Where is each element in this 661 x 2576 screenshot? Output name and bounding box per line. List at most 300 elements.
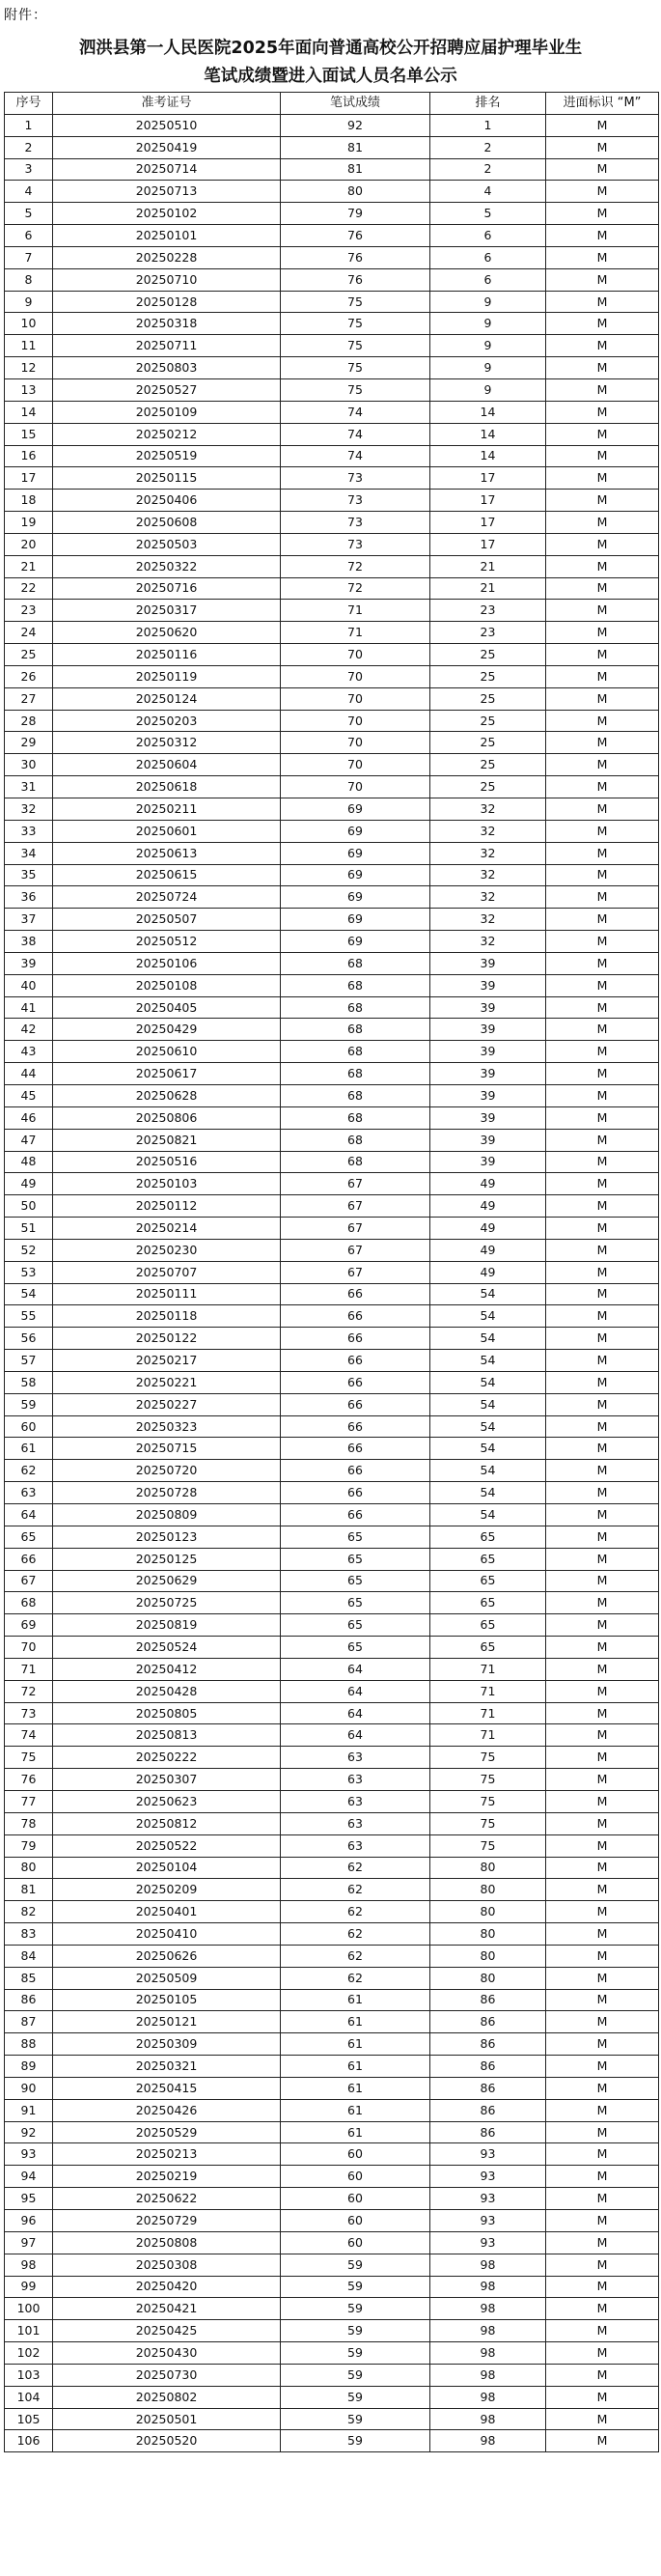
- cell-written-score: 81: [281, 158, 430, 181]
- cell-interview-flag: M: [546, 1261, 659, 1283]
- table-body: [5, 114, 659, 2451]
- cell-written-score: 59: [281, 2320, 430, 2342]
- cell-interview-flag: M: [546, 291, 659, 313]
- cell-interview-flag: M: [546, 1482, 659, 1504]
- table-row: [5, 1041, 659, 1063]
- cell-written-score: 76: [281, 225, 430, 247]
- cell-exam-number: 20250628: [53, 1084, 281, 1106]
- cell-interview-flag: M: [546, 1350, 659, 1372]
- cell-exam-number: 20250421: [53, 2298, 281, 2320]
- cell-index: 40: [5, 974, 53, 996]
- cell-exam-number: 20250802: [53, 2386, 281, 2408]
- cell-written-score: 61: [281, 2011, 430, 2033]
- cell-rank: 98: [430, 2254, 546, 2276]
- cell-interview-flag: M: [546, 203, 659, 225]
- table-row: [5, 754, 659, 776]
- cell-interview-flag: M: [546, 1305, 659, 1328]
- cell-written-score: 69: [281, 820, 430, 842]
- cell-interview-flag: M: [546, 2121, 659, 2143]
- cell-written-score: 60: [281, 2231, 430, 2254]
- table-row: [5, 1063, 659, 1085]
- cell-written-score: 59: [281, 2276, 430, 2298]
- cell-index: 62: [5, 1460, 53, 1482]
- cell-index: 76: [5, 1769, 53, 1791]
- cell-exam-number: 20250803: [53, 357, 281, 379]
- cell-rank: 80: [430, 1945, 546, 1967]
- cell-written-score: 69: [281, 864, 430, 886]
- cell-written-score: 68: [281, 1063, 430, 1085]
- cell-written-score: 62: [281, 1945, 430, 1967]
- cell-written-score: 71: [281, 600, 430, 622]
- cell-exam-number: 20250516: [53, 1151, 281, 1173]
- cell-exam-number: 20250809: [53, 1504, 281, 1526]
- table-row: [5, 1106, 659, 1129]
- cell-index: 94: [5, 2166, 53, 2188]
- cell-rank: 25: [430, 644, 546, 666]
- cell-exam-number: 20250623: [53, 1790, 281, 1812]
- cell-exam-number: 20250730: [53, 2364, 281, 2386]
- cell-exam-number: 20250406: [53, 490, 281, 512]
- cell-index: 53: [5, 1261, 53, 1283]
- cell-interview-flag: M: [546, 1415, 659, 1438]
- table-row: [5, 665, 659, 687]
- table-row: [5, 2011, 659, 2033]
- cell-written-score: 64: [281, 1724, 430, 1747]
- cell-index: 16: [5, 445, 53, 467]
- cell-interview-flag: M: [546, 1967, 659, 1989]
- header-exam-number: 准考证号: [53, 93, 281, 115]
- cell-written-score: 68: [281, 996, 430, 1019]
- cell-rank: 1: [430, 114, 546, 136]
- cell-index: 71: [5, 1658, 53, 1680]
- cell-written-score: 66: [281, 1283, 430, 1305]
- table-row: [5, 1790, 659, 1812]
- cell-rank: 49: [430, 1261, 546, 1283]
- cell-rank: 9: [430, 313, 546, 335]
- cell-index: 44: [5, 1063, 53, 1085]
- cell-rank: 80: [430, 1857, 546, 1879]
- cell-interview-flag: M: [546, 490, 659, 512]
- cell-interview-flag: M: [546, 931, 659, 953]
- cell-rank: 39: [430, 1129, 546, 1151]
- cell-exam-number: 20250410: [53, 1923, 281, 1946]
- cell-exam-number: 20250428: [53, 1680, 281, 1702]
- cell-index: 9: [5, 291, 53, 313]
- cell-exam-number: 20250318: [53, 313, 281, 335]
- cell-interview-flag: M: [546, 467, 659, 490]
- cell-written-score: 59: [281, 2342, 430, 2365]
- cell-written-score: 68: [281, 974, 430, 996]
- cell-written-score: 70: [281, 754, 430, 776]
- table-row: [5, 864, 659, 886]
- cell-written-score: 65: [281, 1526, 430, 1548]
- table-row: [5, 467, 659, 490]
- cell-interview-flag: M: [546, 1019, 659, 1041]
- table-row: [5, 401, 659, 423]
- cell-rank: 54: [430, 1415, 546, 1438]
- title-line-2: 笔试成绩暨进入面试人员名单公示: [204, 67, 457, 86]
- cell-written-score: 68: [281, 1129, 430, 1151]
- cell-rank: 65: [430, 1592, 546, 1614]
- cell-exam-number: 20250715: [53, 1438, 281, 1460]
- cell-index: 90: [5, 2077, 53, 2099]
- cell-exam-number: 20250716: [53, 577, 281, 600]
- table-row: [5, 776, 659, 798]
- cell-written-score: 65: [281, 1614, 430, 1637]
- cell-interview-flag: M: [546, 1393, 659, 1415]
- cell-interview-flag: M: [546, 2430, 659, 2452]
- cell-interview-flag: M: [546, 1151, 659, 1173]
- cell-interview-flag: M: [546, 158, 659, 181]
- table-row: [5, 2033, 659, 2056]
- cell-index: 42: [5, 1019, 53, 1041]
- cell-index: 36: [5, 886, 53, 909]
- cell-exam-number: 20250219: [53, 2166, 281, 2188]
- cell-exam-number: 20250213: [53, 2143, 281, 2166]
- cell-interview-flag: M: [546, 864, 659, 886]
- cell-exam-number: 20250312: [53, 732, 281, 754]
- cell-exam-number: 20250430: [53, 2342, 281, 2365]
- table-row: [5, 1460, 659, 1482]
- cell-interview-flag: M: [546, 181, 659, 203]
- cell-written-score: 76: [281, 268, 430, 291]
- cell-interview-flag: M: [546, 1989, 659, 2011]
- cell-interview-flag: M: [546, 1239, 659, 1261]
- table-row: [5, 268, 659, 291]
- cell-exam-number: 20250510: [53, 114, 281, 136]
- cell-index: 66: [5, 1548, 53, 1570]
- cell-index: 96: [5, 2210, 53, 2232]
- cell-interview-flag: M: [546, 2320, 659, 2342]
- cell-interview-flag: M: [546, 2099, 659, 2121]
- table-row: [5, 1570, 659, 1592]
- table-row: [5, 1989, 659, 2011]
- cell-index: 83: [5, 1923, 53, 1946]
- cell-rank: 25: [430, 687, 546, 710]
- cell-index: 29: [5, 732, 53, 754]
- cell-rank: 75: [430, 1769, 546, 1791]
- table-row: [5, 1614, 659, 1637]
- cell-written-score: 61: [281, 2099, 430, 2121]
- cell-index: 30: [5, 754, 53, 776]
- cell-interview-flag: M: [546, 2188, 659, 2210]
- cell-rank: 65: [430, 1570, 546, 1592]
- cell-interview-flag: M: [546, 1460, 659, 1482]
- cell-index: 52: [5, 1239, 53, 1261]
- cell-rank: 98: [430, 2298, 546, 2320]
- cell-interview-flag: M: [546, 1790, 659, 1812]
- table-row: [5, 931, 659, 953]
- cell-exam-number: 20250425: [53, 2320, 281, 2342]
- table-row: [5, 2143, 659, 2166]
- table-row: [5, 2166, 659, 2188]
- cell-index: 32: [5, 798, 53, 821]
- cell-written-score: 60: [281, 2188, 430, 2210]
- cell-rank: 25: [430, 665, 546, 687]
- table-row: [5, 1945, 659, 1967]
- table-row: [5, 1084, 659, 1106]
- cell-rank: 21: [430, 555, 546, 577]
- cell-exam-number: 20250805: [53, 1702, 281, 1724]
- cell-written-score: 80: [281, 181, 430, 203]
- cell-rank: 32: [430, 909, 546, 931]
- cell-rank: 86: [430, 2099, 546, 2121]
- cell-rank: 54: [430, 1305, 546, 1328]
- cell-rank: 25: [430, 732, 546, 754]
- cell-written-score: 63: [281, 1834, 430, 1857]
- cell-rank: 71: [430, 1724, 546, 1747]
- cell-written-score: 59: [281, 2298, 430, 2320]
- table-row: [5, 2364, 659, 2386]
- table-row: [5, 1328, 659, 1350]
- cell-index: 61: [5, 1438, 53, 1460]
- cell-interview-flag: M: [546, 2276, 659, 2298]
- cell-exam-number: 20250522: [53, 1834, 281, 1857]
- cell-exam-number: 20250309: [53, 2033, 281, 2056]
- cell-written-score: 62: [281, 1923, 430, 1946]
- cell-index: 12: [5, 357, 53, 379]
- cell-rank: 6: [430, 268, 546, 291]
- cell-rank: 93: [430, 2231, 546, 2254]
- cell-index: 81: [5, 1879, 53, 1901]
- cell-index: 8: [5, 268, 53, 291]
- table-row: [5, 2320, 659, 2342]
- table-row: [5, 2276, 659, 2298]
- cell-interview-flag: M: [546, 687, 659, 710]
- cell-rank: 54: [430, 1371, 546, 1393]
- cell-written-score: 60: [281, 2210, 430, 2232]
- table-row: [5, 1195, 659, 1218]
- cell-rank: 39: [430, 1019, 546, 1041]
- cell-interview-flag: M: [546, 268, 659, 291]
- cell-interview-flag: M: [546, 2231, 659, 2254]
- table-row: [5, 225, 659, 247]
- cell-index: 3: [5, 158, 53, 181]
- header-rank: 排名: [430, 93, 546, 115]
- cell-rank: 39: [430, 952, 546, 974]
- cell-interview-flag: M: [546, 996, 659, 1019]
- cell-written-score: 81: [281, 136, 430, 158]
- cell-written-score: 71: [281, 622, 430, 644]
- cell-index: 5: [5, 203, 53, 225]
- cell-exam-number: 20250426: [53, 2099, 281, 2121]
- cell-exam-number: 20250321: [53, 2056, 281, 2078]
- table-row: [5, 2099, 659, 2121]
- table-row: [5, 820, 659, 842]
- cell-exam-number: 20250317: [53, 600, 281, 622]
- cell-exam-number: 20250720: [53, 1460, 281, 1482]
- cell-rank: 65: [430, 1548, 546, 1570]
- cell-exam-number: 20250109: [53, 401, 281, 423]
- cell-written-score: 68: [281, 1019, 430, 1041]
- cell-index: 106: [5, 2430, 53, 2452]
- cell-interview-flag: M: [546, 798, 659, 821]
- cell-written-score: 62: [281, 1967, 430, 1989]
- cell-interview-flag: M: [546, 665, 659, 687]
- cell-written-score: 66: [281, 1415, 430, 1438]
- cell-written-score: 59: [281, 2430, 430, 2452]
- cell-exam-number: 20250626: [53, 1945, 281, 1967]
- cell-rank: 71: [430, 1680, 546, 1702]
- cell-exam-number: 20250808: [53, 2231, 281, 2254]
- table-row: [5, 1283, 659, 1305]
- cell-interview-flag: M: [546, 313, 659, 335]
- table-row: [5, 512, 659, 534]
- cell-written-score: 70: [281, 644, 430, 666]
- cell-index: 33: [5, 820, 53, 842]
- cell-index: 2: [5, 136, 53, 158]
- table-row: [5, 1305, 659, 1328]
- cell-written-score: 59: [281, 2408, 430, 2430]
- cell-interview-flag: M: [546, 2364, 659, 2386]
- cell-index: 103: [5, 2364, 53, 2386]
- cell-written-score: 75: [281, 313, 430, 335]
- cell-written-score: 64: [281, 1702, 430, 1724]
- table-row: [5, 1637, 659, 1659]
- table-row: [5, 1261, 659, 1283]
- cell-written-score: 66: [281, 1393, 430, 1415]
- cell-rank: 2: [430, 136, 546, 158]
- table-row: [5, 1548, 659, 1570]
- cell-interview-flag: M: [546, 2408, 659, 2430]
- cell-written-score: 66: [281, 1328, 430, 1350]
- cell-exam-number: 20250622: [53, 2188, 281, 2210]
- cell-rank: 86: [430, 2056, 546, 2078]
- table-row: [5, 687, 659, 710]
- cell-rank: 71: [430, 1658, 546, 1680]
- cell-interview-flag: M: [546, 754, 659, 776]
- cell-rank: 98: [430, 2386, 546, 2408]
- cell-interview-flag: M: [546, 732, 659, 754]
- cell-rank: 80: [430, 1901, 546, 1923]
- cell-interview-flag: M: [546, 1195, 659, 1218]
- cell-interview-flag: M: [546, 1041, 659, 1063]
- cell-exam-number: 20250116: [53, 644, 281, 666]
- cell-index: 45: [5, 1084, 53, 1106]
- cell-rank: 49: [430, 1239, 546, 1261]
- table-row: [5, 2121, 659, 2143]
- table-row: [5, 909, 659, 931]
- cell-interview-flag: M: [546, 1328, 659, 1350]
- cell-exam-number: 20250128: [53, 291, 281, 313]
- cell-exam-number: 20250420: [53, 2276, 281, 2298]
- table-row: [5, 2298, 659, 2320]
- cell-written-score: 66: [281, 1460, 430, 1482]
- table-row: [5, 644, 659, 666]
- cell-exam-number: 20250412: [53, 1658, 281, 1680]
- table-row: [5, 886, 659, 909]
- cell-rank: 9: [430, 378, 546, 401]
- cell-interview-flag: M: [546, 842, 659, 864]
- cell-rank: 32: [430, 820, 546, 842]
- page-title: [0, 35, 661, 91]
- cell-index: 28: [5, 710, 53, 732]
- table-row: [5, 2188, 659, 2210]
- cell-interview-flag: M: [546, 1548, 659, 1570]
- table-row: [5, 1239, 659, 1261]
- cell-interview-flag: M: [546, 1658, 659, 1680]
- cell-written-score: 73: [281, 533, 430, 555]
- cell-written-score: 62: [281, 1901, 430, 1923]
- cell-rank: 54: [430, 1328, 546, 1350]
- cell-exam-number: 20250707: [53, 1261, 281, 1283]
- cell-written-score: 75: [281, 357, 430, 379]
- cell-exam-number: 20250112: [53, 1195, 281, 1218]
- cell-exam-number: 20250203: [53, 710, 281, 732]
- cell-written-score: 63: [281, 1747, 430, 1769]
- cell-interview-flag: M: [546, 1218, 659, 1240]
- cell-exam-number: 20250618: [53, 776, 281, 798]
- cell-rank: 25: [430, 710, 546, 732]
- cell-rank: 39: [430, 1106, 546, 1129]
- cell-interview-flag: M: [546, 2143, 659, 2166]
- cell-exam-number: 20250124: [53, 687, 281, 710]
- cell-index: 60: [5, 1415, 53, 1438]
- cell-exam-number: 20250620: [53, 622, 281, 644]
- cell-rank: 25: [430, 776, 546, 798]
- cell-written-score: 92: [281, 114, 430, 136]
- table-row: [5, 2254, 659, 2276]
- table-row: [5, 1504, 659, 1526]
- cell-exam-number: 20250103: [53, 1173, 281, 1195]
- cell-rank: 98: [430, 2408, 546, 2430]
- cell-rank: 14: [430, 445, 546, 467]
- cell-rank: 2: [430, 158, 546, 181]
- cell-rank: 21: [430, 577, 546, 600]
- cell-index: 15: [5, 423, 53, 445]
- cell-interview-flag: M: [546, 1592, 659, 1614]
- cell-interview-flag: M: [546, 2298, 659, 2320]
- cell-exam-number: 20250714: [53, 158, 281, 181]
- cell-exam-number: 20250629: [53, 1570, 281, 1592]
- cell-exam-number: 20250227: [53, 1393, 281, 1415]
- cell-interview-flag: M: [546, 1129, 659, 1151]
- cell-rank: 93: [430, 2143, 546, 2166]
- cell-rank: 71: [430, 1702, 546, 1724]
- cell-rank: 75: [430, 1812, 546, 1834]
- cell-rank: 54: [430, 1438, 546, 1460]
- cell-interview-flag: M: [546, 445, 659, 467]
- cell-exam-number: 20250812: [53, 1812, 281, 1834]
- cell-exam-number: 20250212: [53, 423, 281, 445]
- cell-rank: 54: [430, 1350, 546, 1372]
- cell-written-score: 68: [281, 1084, 430, 1106]
- cell-index: 73: [5, 1702, 53, 1724]
- table-row: [5, 158, 659, 181]
- cell-exam-number: 20250729: [53, 2210, 281, 2232]
- cell-index: 86: [5, 1989, 53, 2011]
- cell-index: 55: [5, 1305, 53, 1328]
- cell-written-score: 65: [281, 1570, 430, 1592]
- cell-written-score: 65: [281, 1592, 430, 1614]
- cell-interview-flag: M: [546, 622, 659, 644]
- header-interview-flag: 进面标识 “M”: [546, 93, 659, 115]
- cell-index: 95: [5, 2188, 53, 2210]
- cell-interview-flag: M: [546, 401, 659, 423]
- cell-index: 19: [5, 512, 53, 534]
- header-written-score: 笔试成绩: [281, 93, 430, 115]
- table-row: [5, 2056, 659, 2078]
- cell-interview-flag: M: [546, 1106, 659, 1129]
- cell-index: 84: [5, 1945, 53, 1967]
- table-row: [5, 114, 659, 136]
- cell-index: 87: [5, 2011, 53, 2033]
- table-row: [5, 1724, 659, 1747]
- cell-exam-number: 20250728: [53, 1482, 281, 1504]
- cell-written-score: 61: [281, 2056, 430, 2078]
- cell-exam-number: 20250601: [53, 820, 281, 842]
- cell-index: 85: [5, 1967, 53, 1989]
